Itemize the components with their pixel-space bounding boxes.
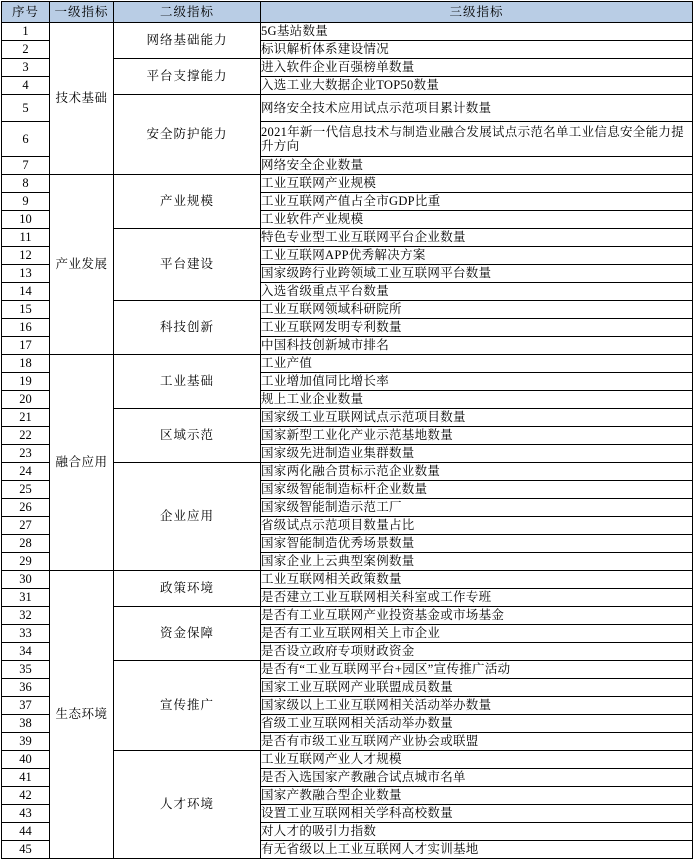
cell-sequence-number: 27 [2, 517, 50, 535]
cell-level3-indicator: 有无省级以上工业互联网人才实训基地 [261, 841, 693, 859]
cell-sequence-number: 3 [2, 59, 50, 77]
cell-sequence-number: 22 [2, 427, 50, 445]
cell-level3-indicator: 国家级工业互联网试点示范项目数量 [261, 409, 693, 427]
cell-level2-indicator: 平台建设 [114, 229, 261, 301]
cell-level3-indicator: 国家智能制造优秀场景数量 [261, 535, 693, 553]
cell-sequence-number: 13 [2, 265, 50, 283]
header-cell-lv1: 一级指标 [50, 2, 114, 23]
cell-level3-indicator: 省级工业互联网相关活动举办数量 [261, 715, 693, 733]
cell-sequence-number: 35 [2, 661, 50, 679]
cell-level3-indicator: 入选工业大数据企业TOP50数量 [261, 77, 693, 95]
cell-sequence-number: 45 [2, 841, 50, 859]
header-cell-lv2: 二级指标 [114, 2, 261, 23]
table-row [2, 23, 693, 41]
cell-sequence-number: 10 [2, 211, 50, 229]
cell-sequence-number: 8 [2, 175, 50, 193]
cell-level3-indicator: 标识解析体系建设情况 [261, 41, 693, 59]
cell-level2-indicator: 科技创新 [114, 301, 261, 355]
cell-level3-indicator: 是否设立政府专项财政资金 [261, 643, 693, 661]
cell-level1-indicator: 生态环境 [50, 571, 114, 859]
header-cell-seq: 序号 [2, 2, 50, 23]
cell-sequence-number: 40 [2, 751, 50, 769]
cell-sequence-number: 16 [2, 319, 50, 337]
cell-sequence-number: 1 [2, 23, 50, 41]
cell-sequence-number: 15 [2, 301, 50, 319]
cell-sequence-number: 42 [2, 787, 50, 805]
cell-level3-indicator: 工业互联网发明专利数量 [261, 319, 693, 337]
cell-level3-indicator: 2021年新一代信息技术与制造业融合发展试点示范名单工业信息安全能力提升方向 [261, 122, 693, 157]
cell-level1-indicator: 融合应用 [50, 355, 114, 571]
cell-level3-indicator: 国家级先进制造业集群数量 [261, 445, 693, 463]
cell-sequence-number: 20 [2, 391, 50, 409]
cell-sequence-number: 29 [2, 553, 50, 571]
cell-sequence-number: 5 [2, 95, 50, 122]
cell-sequence-number: 44 [2, 823, 50, 841]
cell-sequence-number: 11 [2, 229, 50, 247]
cell-level3-indicator: 网络安全技术应用试点示范项目累计数量 [261, 95, 693, 122]
cell-sequence-number: 36 [2, 679, 50, 697]
cell-level2-indicator: 宣传推广 [114, 661, 261, 751]
cell-level3-indicator: 工业互联网领域科研院所 [261, 301, 693, 319]
table-header-row [2, 2, 693, 23]
cell-level3-indicator: 进入软件企业百强榜单数量 [261, 59, 693, 77]
cell-level3-indicator: 是否有工业互联网相关上市企业 [261, 625, 693, 643]
cell-level3-indicator: 国家产教融合型企业数量 [261, 787, 693, 805]
cell-level3-indicator: 工业互联网产值占全市GDP比重 [261, 193, 693, 211]
cell-sequence-number: 37 [2, 697, 50, 715]
cell-sequence-number: 38 [2, 715, 50, 733]
cell-level3-indicator: 特色专业型工业互联网平台企业数量 [261, 229, 693, 247]
cell-level2-indicator: 区域示范 [114, 409, 261, 463]
cell-sequence-number: 33 [2, 625, 50, 643]
cell-level3-indicator: 是否入选国家产教融合试点城市名单 [261, 769, 693, 787]
cell-level3-indicator: 对人才的吸引力指数 [261, 823, 693, 841]
table-row [2, 571, 693, 589]
cell-sequence-number: 19 [2, 373, 50, 391]
cell-level3-indicator: 国家级智能制造标杆企业数量 [261, 481, 693, 499]
cell-sequence-number: 32 [2, 607, 50, 625]
cell-sequence-number: 4 [2, 77, 50, 95]
cell-level3-indicator: 设置工业互联网相关学科高校数量 [261, 805, 693, 823]
cell-sequence-number: 26 [2, 499, 50, 517]
cell-level3-indicator: 是否有工业互联网产业投资基金或市场基金 [261, 607, 693, 625]
table-body [2, 23, 693, 859]
cell-sequence-number: 28 [2, 535, 50, 553]
cell-level2-indicator: 资金保障 [114, 607, 261, 661]
cell-level3-indicator: 工业互联网产业规模 [261, 175, 693, 193]
cell-sequence-number: 21 [2, 409, 50, 427]
cell-sequence-number: 34 [2, 643, 50, 661]
cell-level1-indicator: 技术基础 [50, 23, 114, 175]
cell-level3-indicator: 国家两化融合贯标示范企业数量 [261, 463, 693, 481]
cell-level2-indicator: 网络基础能力 [114, 23, 261, 59]
cell-sequence-number: 41 [2, 769, 50, 787]
cell-level3-indicator: 国家级以上工业互联网相关活动举办数量 [261, 697, 693, 715]
cell-level2-indicator: 政策环境 [114, 571, 261, 607]
cell-sequence-number: 6 [2, 122, 50, 157]
cell-level3-indicator: 国家级跨行业跨领域工业互联网平台数量 [261, 265, 693, 283]
cell-level3-indicator: 工业互联网产业人才规模 [261, 751, 693, 769]
cell-level3-indicator: 入选省级重点平台数量 [261, 283, 693, 301]
cell-sequence-number: 14 [2, 283, 50, 301]
cell-level2-indicator: 企业应用 [114, 463, 261, 571]
cell-level3-indicator: 国家工业互联网产业联盟成员数量 [261, 679, 693, 697]
indicator-table [1, 1, 693, 859]
cell-sequence-number: 2 [2, 41, 50, 59]
cell-sequence-number: 25 [2, 481, 50, 499]
cell-level2-indicator: 工业基础 [114, 355, 261, 409]
cell-sequence-number: 9 [2, 193, 50, 211]
cell-level2-indicator: 人才环境 [114, 751, 261, 859]
cell-sequence-number: 39 [2, 733, 50, 751]
cell-level3-indicator: 工业增加值同比增长率 [261, 373, 693, 391]
cell-level2-indicator: 安全防护能力 [114, 95, 261, 175]
cell-level3-indicator: 工业产值 [261, 355, 693, 373]
cell-sequence-number: 31 [2, 589, 50, 607]
cell-level3-indicator: 工业互联网APP优秀解决方案 [261, 247, 693, 265]
cell-level3-indicator: 省级试点示范项目数量占比 [261, 517, 693, 535]
cell-level3-indicator: 国家企业上云典型案例数量 [261, 553, 693, 571]
cell-level3-indicator: 5G基站数量 [261, 23, 693, 41]
cell-sequence-number: 24 [2, 463, 50, 481]
table-row [2, 355, 693, 373]
cell-level3-indicator: 是否有市级工业互联网产业协会或联盟 [261, 733, 693, 751]
cell-level3-indicator: 规上工业企业数量 [261, 391, 693, 409]
cell-sequence-number: 12 [2, 247, 50, 265]
table-row [2, 175, 693, 193]
cell-sequence-number: 7 [2, 157, 50, 175]
cell-level3-indicator: 工业互联网相关政策数量 [261, 571, 693, 589]
cell-level3-indicator: 是否建立工业互联网相关科室或工作专班 [261, 589, 693, 607]
cell-sequence-number: 30 [2, 571, 50, 589]
cell-sequence-number: 23 [2, 445, 50, 463]
cell-level3-indicator: 网络安全企业数量 [261, 157, 693, 175]
cell-sequence-number: 18 [2, 355, 50, 373]
cell-level3-indicator: 中国科技创新城市排名 [261, 337, 693, 355]
cell-sequence-number: 17 [2, 337, 50, 355]
cell-level2-indicator: 平台支撑能力 [114, 59, 261, 95]
cell-level3-indicator: 国家新型工业化产业示范基地数量 [261, 427, 693, 445]
cell-level2-indicator: 产业规模 [114, 175, 261, 229]
cell-level3-indicator: 国家级智能制造示范工厂 [261, 499, 693, 517]
header-cell-lv3: 三级指标 [261, 2, 693, 23]
cell-level3-indicator: 工业软件产业规模 [261, 211, 693, 229]
cell-level3-indicator: 是否有“工业互联网平台+园区”宣传推广活动 [261, 661, 693, 679]
cell-level1-indicator: 产业发展 [50, 175, 114, 355]
cell-sequence-number: 43 [2, 805, 50, 823]
